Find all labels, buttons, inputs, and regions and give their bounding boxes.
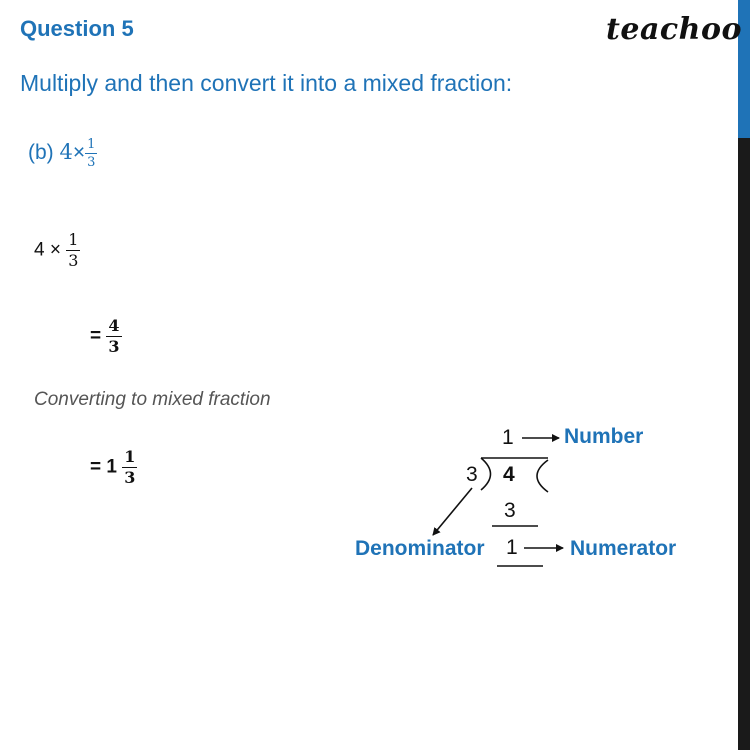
step1-times: ×: [49, 239, 61, 261]
step3-numerator: 1: [124, 447, 136, 466]
part-times: ×: [72, 141, 86, 165]
divisor: 3: [466, 463, 478, 486]
step2-numerator: 4: [108, 316, 120, 335]
denominator-arrow: [433, 488, 472, 535]
step2-denominator: 3: [108, 337, 120, 356]
conversion-note: Converting to mixed fraction: [34, 389, 271, 410]
quotient: 1: [502, 426, 514, 449]
step3-whole: 1: [106, 456, 117, 478]
step1-numerator: 1: [68, 230, 79, 249]
step1-whole: 4: [34, 239, 45, 261]
step2-equals: =: [90, 325, 102, 347]
right-bracket: [537, 460, 548, 492]
step3-denominator: 3: [124, 468, 136, 487]
part-numerator: 1: [87, 137, 96, 152]
product: 3: [504, 499, 516, 522]
label-denominator: Denominator: [355, 537, 485, 560]
label-number: Number: [564, 425, 644, 448]
step3-equals: =: [90, 456, 102, 478]
dividend: 4: [503, 463, 515, 486]
question-title: Question 5: [20, 16, 134, 41]
teachoo-logo: teachoo: [606, 12, 742, 47]
instruction-text: Multiply and then convert it into a mixed fraction:: [20, 70, 513, 96]
step1-denominator: 3: [68, 251, 79, 270]
part-label: (b): [28, 141, 54, 165]
part-denominator: 3: [87, 155, 96, 170]
remainder: 1: [506, 536, 518, 559]
part-whole: 4: [59, 140, 73, 165]
divisor-bracket: [481, 458, 491, 490]
label-numerator: Numerator: [570, 537, 677, 560]
